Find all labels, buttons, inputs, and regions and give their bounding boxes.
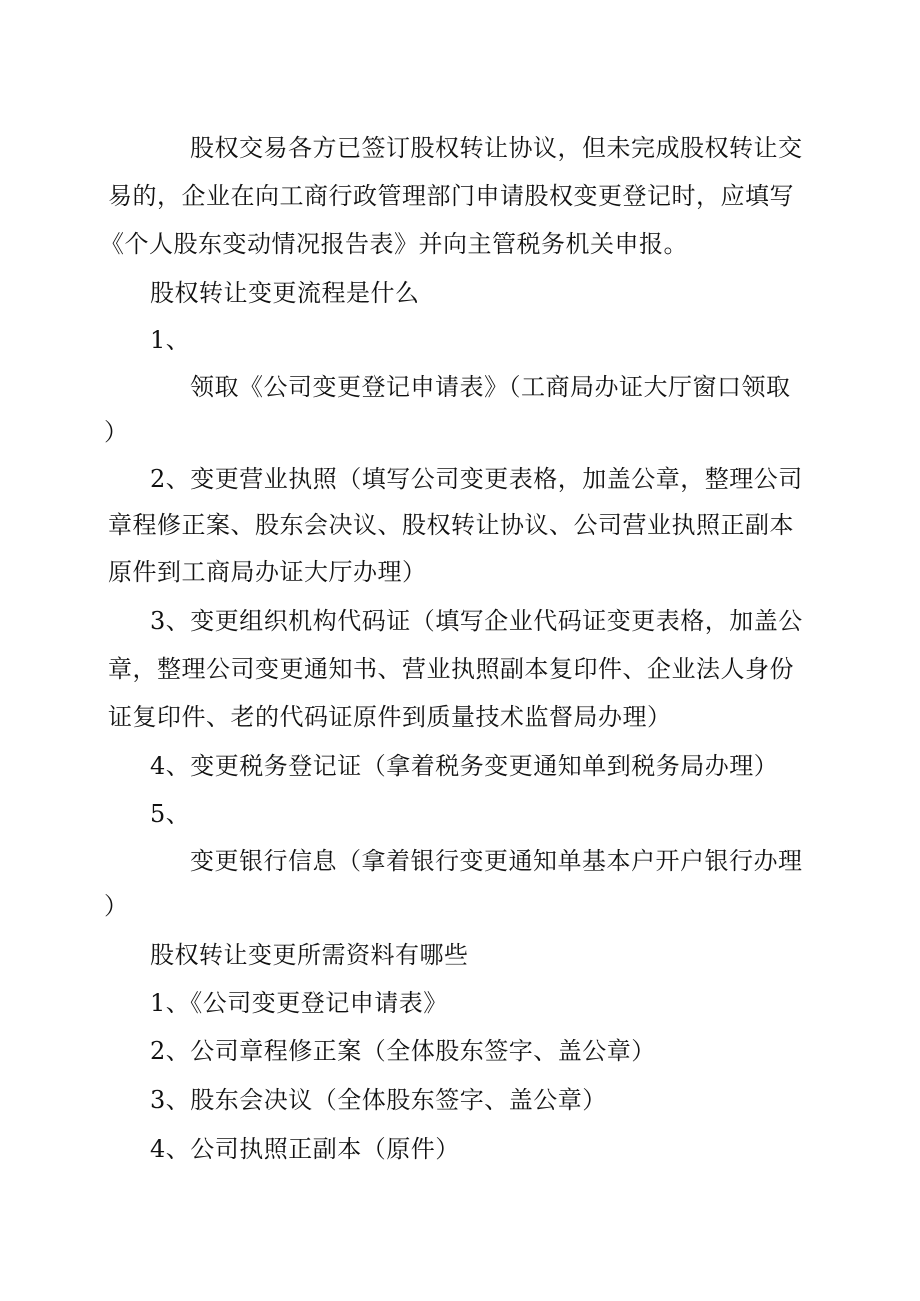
step3-line-2: 章，整理公司变更通知书、营业执照副本复印件、企业法人身份 [108, 655, 794, 683]
materials-item-3: 3、股东会决议（全体股东签字、盖公章） [150, 1086, 607, 1114]
step1-number: 1、 [150, 326, 191, 354]
step2-line-1: 2、变更营业执照（填写公司变更表格，加盖公章，整理公司 [150, 465, 803, 493]
step1-text: 领取《公司变更登记申请表》（工商局办证大厅窗口领取 [190, 373, 791, 401]
step2-line-3: 原件到工商局办证大厅办理） [108, 558, 427, 586]
materials-heading: 股权转让变更所需资料有哪些 [150, 941, 469, 969]
intro-line-2: 易的，企业在向工商行政管理部门申请股权变更登记时，应填写 [108, 182, 794, 210]
materials-item-4: 4、公司执照正副本（原件） [150, 1135, 460, 1163]
step5-text: 变更银行信息（拿着银行变更通知单基本户开户银行办理 [190, 847, 803, 875]
step5-close: ） [104, 892, 129, 920]
intro-line-3: 《个人股东变动情况报告表》并向主管税务机关申报。 [100, 230, 688, 258]
step4-text: 4、变更税务登记证（拿着税务变更通知单到税务局办理） [150, 752, 779, 780]
step3-line-3: 证复印件、老的代码证原件到质量技术监督局办理） [108, 703, 672, 731]
process-heading: 股权转让变更流程是什么 [150, 279, 420, 307]
step3-line-1: 3、变更组织机构代码证（填写企业代码证变更表格，加盖公 [150, 607, 803, 635]
step1-close: ） [104, 418, 129, 446]
materials-item-2: 2、公司章程修正案（全体股东签字、盖公章） [150, 1037, 656, 1065]
intro-line-1: 股权交易各方已签订股权转让协议，但未完成股权转让交 [190, 134, 803, 162]
step5-number: 5、 [150, 800, 191, 828]
step2-line-2: 章程修正案、股东会决议、股权转让协议、公司营业执照正副本 [108, 511, 794, 539]
materials-item-1: 1、《公司变更登记申请表》 [150, 989, 448, 1017]
